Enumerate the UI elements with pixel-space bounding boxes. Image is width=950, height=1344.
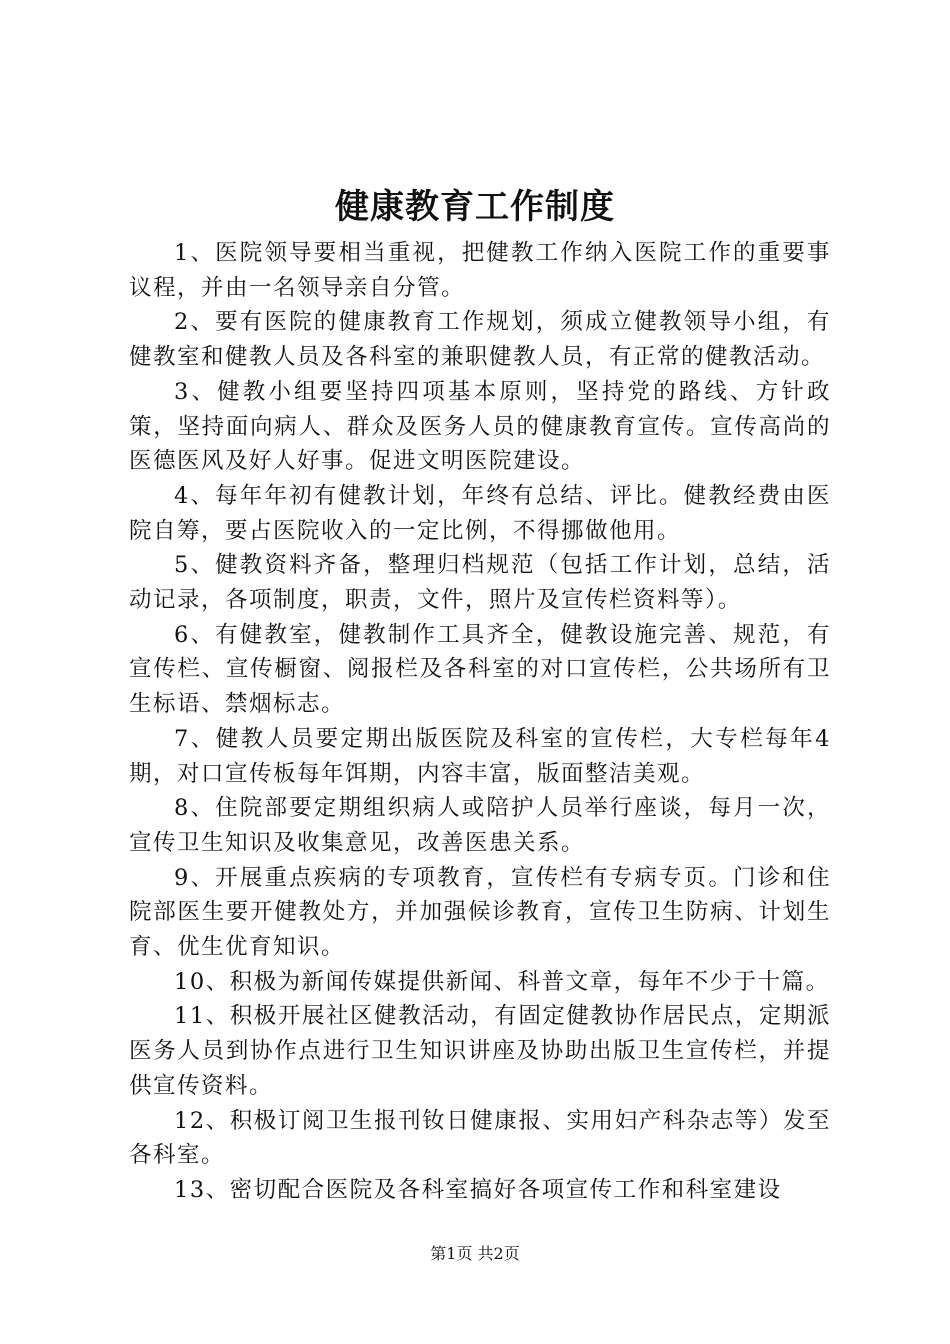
paragraph-6: 6、有健教室，健教制作工具齐全，健教设施完善、规范，有宣传栏、宣传橱窗、阅报栏及各科室的对口宣传栏，公共场所有卫生标语、禁烟标志。 [129,621,831,718]
paragraph-9: 9、开展重点疾病的专项教育，宣传栏有专病专页。门诊和住院部医生要开健教处方，并加强候诊教育，宣传卫生防病、计划生育、优生优育知识。 [129,864,831,961]
paragraph-11: 11、积极开展社区健教活动，有固定健教协作居民点，定期派医务人员到协作点进行卫生知识讲座及协助出版卫生宣传栏，并提供宣传资料。 [129,1003,831,1099]
paragraph-10: 10、积极为新闻传媒提供新闻、科普文章，每年不少于十篇。 [174,968,830,995]
paragraph-2: 2、要有医院的健康教育工作规划，须成立健教领导小组，有健教室和健教人员及各科室的兼职健教人员，有正常的健教活动。 [129,309,831,371]
paragraph-12: 12、积极订阅卫生报刊钕日健康报、实用妇产科杂志等）发至各科室。 [129,1107,831,1169]
paragraph-4: 4、每年年初有健教计划，年终有总结、评比。健教经费由医院自筹，要占医院收入的一定比例，不得挪做他用。 [129,482,831,544]
paragraph-1: 1、医院领导要相当重视，把健教工作纳入医院工作的重要事议程，并由一名领导亲自分管。 [129,240,831,301]
paragraph-7: 7、健教人员要定期出版医院及科室的宣传栏，大专栏每年4期，对口宣传板每年饵期，内容丰富，版面整洁美观。 [129,725,831,787]
page-number-footer: 第1页 共2页 [430,1244,520,1263]
paragraph-5: 5、健教资料齐备，整理归档规范（包括工作计划，总结，活动记录，各项制度，职责，文件，照片及宣传栏资料等）。 [129,552,831,614]
paragraph-8: 8、住院部要定期组织病人或陪护人员举行座谈，每月一次，宣传卫生知识及收集意见，改善医患关系。 [129,795,831,856]
paragraph-3: 3、健教小组要坚持四项基本原则，坚持党的路线、方针政策，坚持面向病人、群众及医务人员的健康教育宣传。宣传高尚的医德医风及好人好事。促进文明医院建设。 [129,378,831,475]
document-body [129,236,831,1208]
paragraph-13: 13、密切配合医院及各科室搞好各项宣传工作和科室建设 [174,1176,782,1203]
document-title: 健康教育工作制度 [335,187,615,227]
